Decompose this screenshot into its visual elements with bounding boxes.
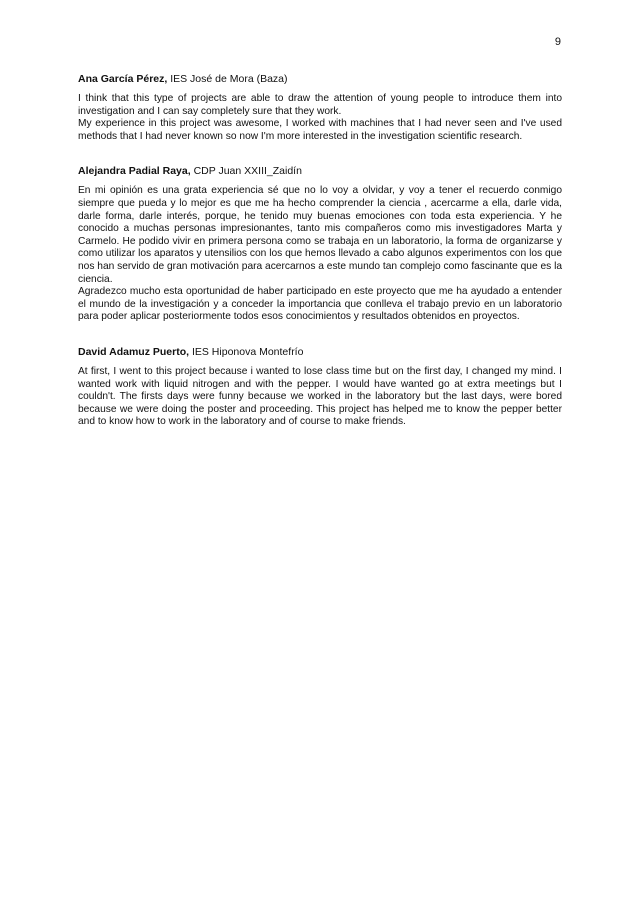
author-name: Alejandra Padial Raya, — [78, 165, 191, 178]
testimonial-paragraph: En mi opinión es una grata experiencia sé que no lo voy a olvidar, y voy a tener el recuerdo conmigo siempre que pueda y lo mejor es que me ha hecho comprender la ciencia , acercarme a ella, darle vida, darle forma, darle interés, porque, he tenido muy buenas emociones con toda esta experiencia. Y he conocido a muchas personas impresionantes, tanto mis compañeros como mis investigadores Marta y Carmelo. He podido vivir en primera persona como se trabaja en un laboratorio, la forma de organizarse y como utilizar los aparatos y utensilios con los que hemos llevado a cabo algunos experimentos con los que nos han servido de gran motivación para acercarnos a este mundo tan complejo como fascinante que es la ciencia. — [78, 185, 562, 285]
testimonial-entry — [78, 165, 562, 324]
page-number: 9 — [554, 36, 561, 48]
testimonials — [78, 73, 562, 451]
author-school: CDP Juan XXIII_Zaidín — [193, 165, 302, 178]
testimonial-heading — [78, 73, 562, 86]
author-school: IES José de Mora (Baza) — [170, 73, 288, 85]
testimonial-paragraph: My experience in this project was awesome, I worked with machines that I had never seen and I've used methods that I had never known so now I'm more interested in the investigation scientific research. — [78, 118, 562, 142]
author-name: Ana García Pérez, — [78, 73, 168, 85]
testimonial-paragraph: At first, I went to this project because i wanted to lose class time but on the first day, I changed my mind. I wanted work with liquid nitrogen and with the pepper. I would have wanted go at extra meetings but I couldn't. The firsts days were funny because we worked in the laboratory but the last days, were bored because we were doing the poster and proceeding. This project has helped me to know the pepper better and to know how to work in the laboratory and of course to make friends. — [78, 365, 562, 428]
testimonial-paragraph: I think that this type of projects are able to draw the attention of young people to introduce them into investigation and I can say completely sure that they work. — [78, 93, 562, 117]
testimonial-entry — [78, 73, 562, 143]
testimonial-heading — [78, 346, 562, 359]
author-name: David Adamuz Puerto, — [78, 345, 190, 358]
author-school: IES Hiponova Montefrío — [191, 345, 304, 358]
testimonial-paragraph: Agradezco mucho esta oportunidad de haber participado en este proyecto que me ha ayudado a entender el mundo de la investigación y a conceder la importancia que conlleva el trabajo previo en un laboratorio para poder aplicar posteriormente todos esos conocimientos y resultados obtenidos en proyectos. — [78, 286, 562, 323]
testimonial-entry — [78, 346, 562, 429]
testimonial-heading — [78, 165, 562, 178]
